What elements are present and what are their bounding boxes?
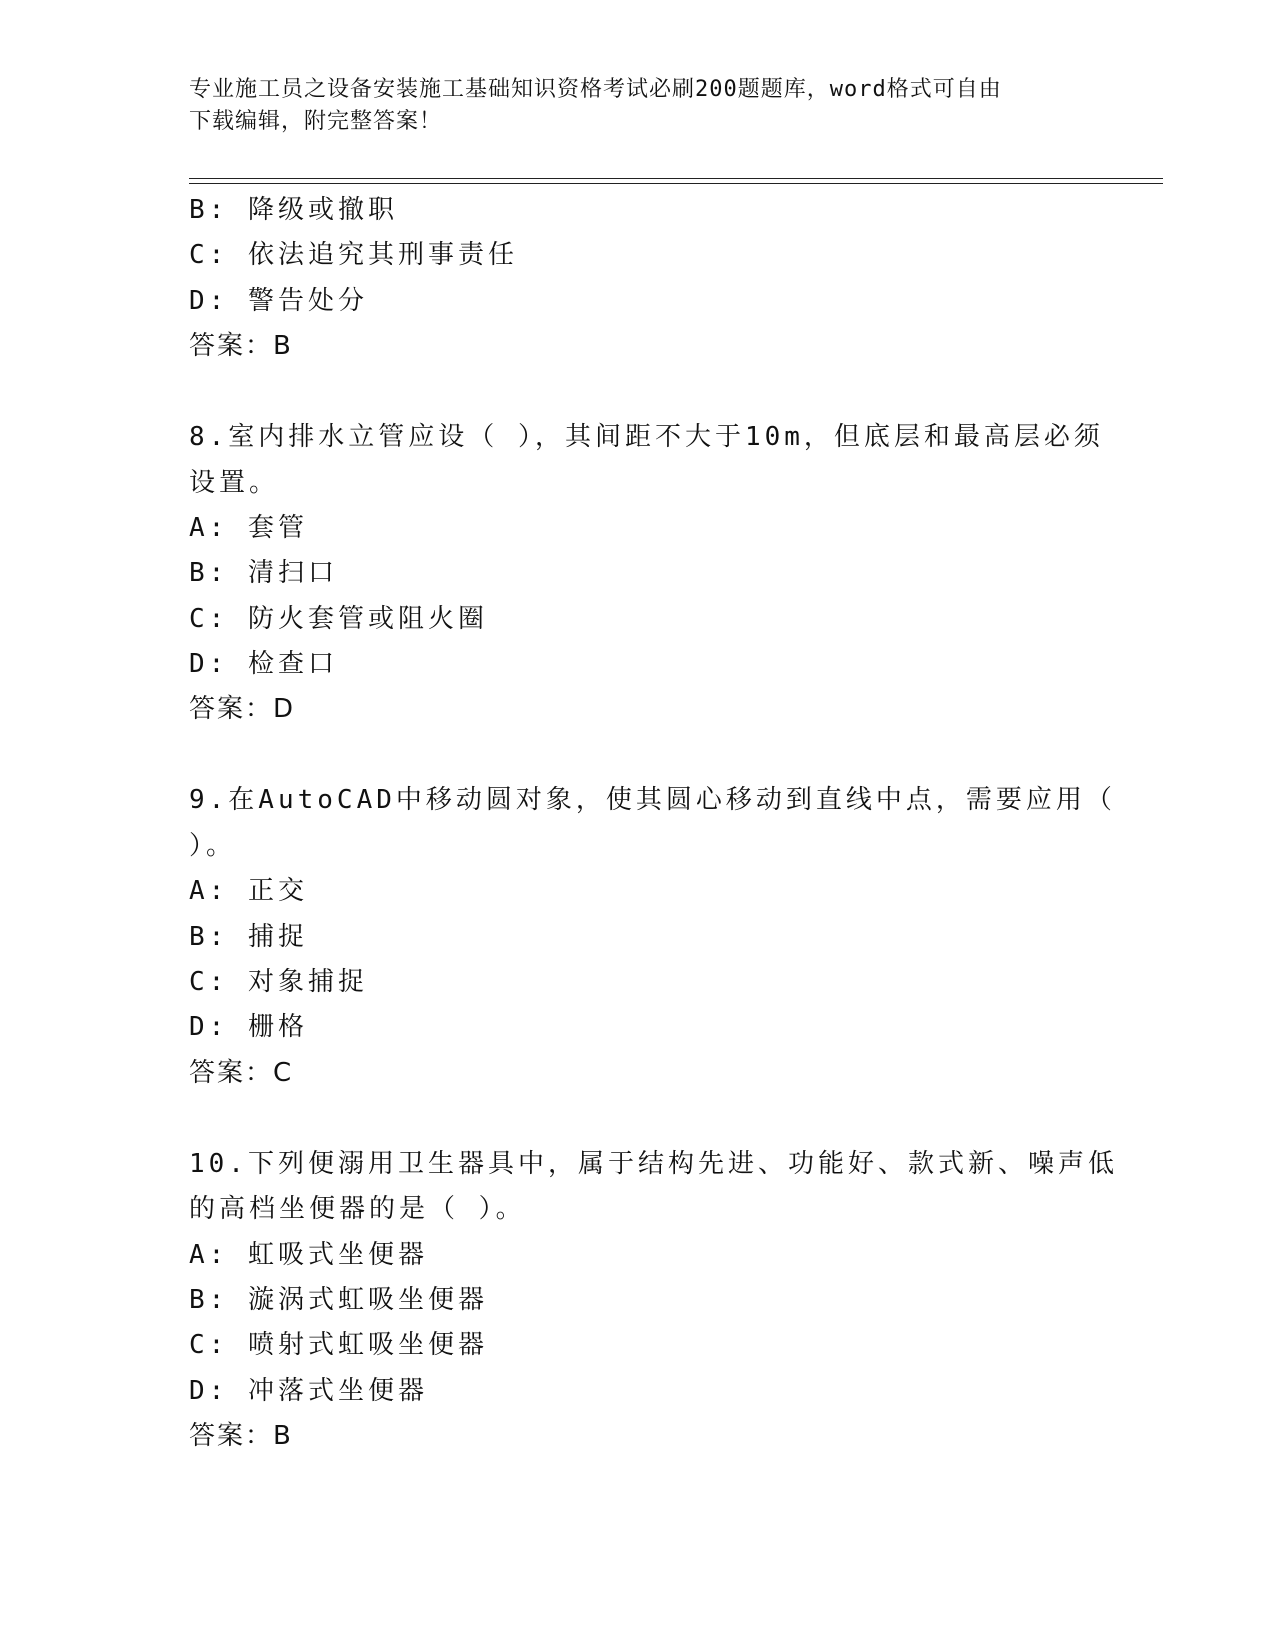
q10-option-b: B: 漩涡式虹吸坐便器	[189, 1285, 488, 1315]
q7-option-b: B: 降级或撤职	[189, 195, 398, 225]
header-title-line-2: 下载编辑，附完整答案！	[189, 109, 443, 134]
q8-option-a: A: 套管	[189, 513, 308, 543]
header-title-line-1: 专业施工员之设备安装施工基础知识资格考试必刷200题题库，word格式可自由	[189, 77, 1002, 102]
q7-option-d: D: 警告处分	[189, 286, 368, 316]
q8-option-c: C: 防火套管或阻火圈	[189, 604, 488, 634]
q9-option-b: B: 捕捉	[189, 922, 308, 952]
q10-stem-line-2: 的高档坐便器的是（ ）。	[189, 1194, 526, 1224]
q9-option-a: A: 正交	[189, 876, 308, 906]
q9-stem-line-2: ）。	[189, 831, 237, 861]
q9-option-c: C: 对象捕捉	[189, 967, 368, 997]
q8-answer: 答案：D	[189, 694, 296, 724]
q7-option-c: C: 依法追究其刑事责任	[189, 240, 518, 270]
q7-answer: 答案：B	[189, 331, 293, 361]
header-divider-bottom	[189, 183, 1163, 184]
q8-option-b: B: 清扫口	[189, 558, 338, 588]
q8-stem-line-2: 设置。	[189, 468, 280, 498]
q10-stem-line-1: 10.下列便溺用卫生器具中，属于结构先进、功能好、款式新、噪声低	[189, 1149, 1118, 1179]
q10-option-c: C: 喷射式虹吸坐便器	[189, 1330, 488, 1360]
q9-stem-line-1: 9.在AutoCAD中移动圆对象，使其圆心移动到直线中点，需要应用（	[189, 785, 1116, 815]
q8-option-d: D: 检查口	[189, 649, 338, 679]
q10-option-a: A: 虹吸式坐便器	[189, 1240, 428, 1270]
q10-answer: 答案：B	[189, 1421, 293, 1451]
q9-option-d: D: 栅格	[189, 1012, 308, 1042]
header-divider-top	[189, 178, 1163, 179]
q10-option-d: D: 冲落式坐便器	[189, 1376, 428, 1406]
q9-answer: 答案：C	[189, 1058, 294, 1088]
document-header	[189, 74, 1069, 138]
q8-stem-line-1: 8.室内排水立管应设（ ），其间距不大于10m，但底层和最高层必须	[189, 422, 1104, 452]
